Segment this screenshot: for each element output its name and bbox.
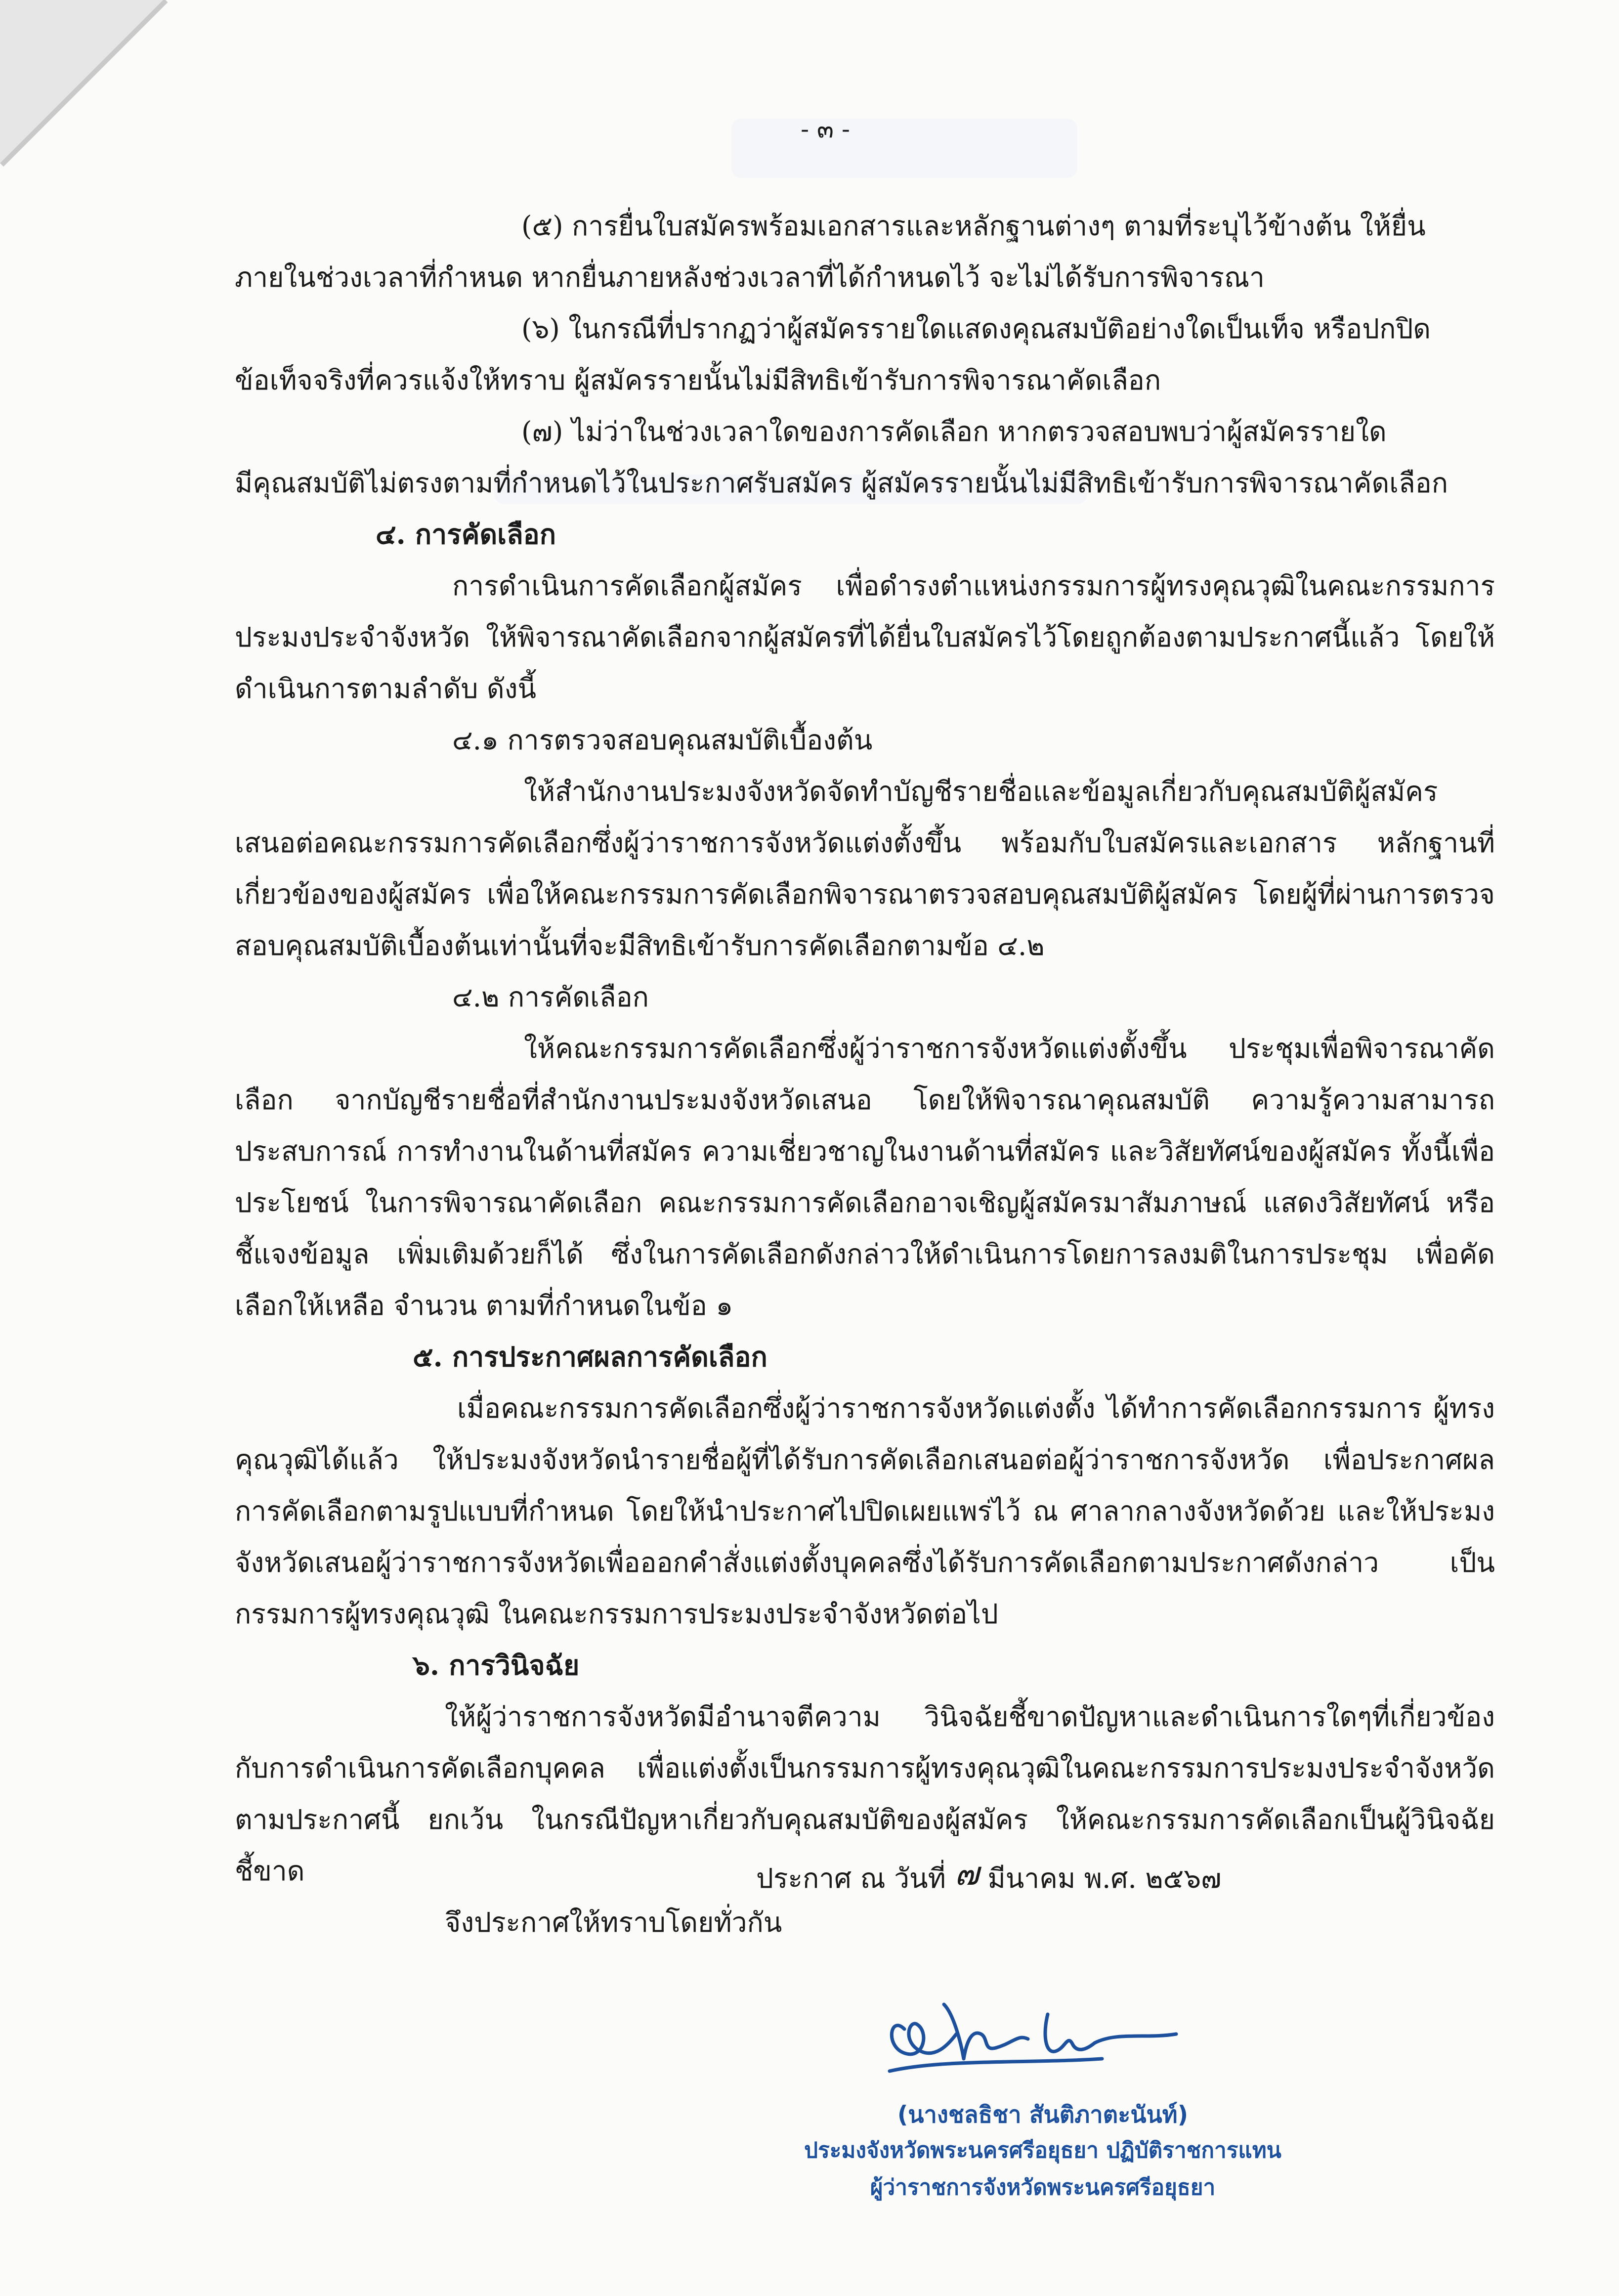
clause-6-line2: ข้อเท็จจริงที่ควรแจ้งให้ทราบ ผู้สมัครรายนั้นไม่มีสิทธิเข้ารับการพิจารณาคัดเลือก bbox=[235, 364, 1161, 396]
section-4-2-text: ให้คณะกรรมการคัดเลือกซึ่งผู้ว่าราชการจังหวัดแต่งตั้งขึ้น ประชุมเพื่อพิจารณาคัดเลือก จากบัญชีรายชื่อที่สำนักงานประมงจังหวัดเสนอ โดยให้พิจารณาคุณสมบัติ ความรู้ความสามารถ ประสบการณ์ การทำงานในด้านที่สมัคร ความเชี่ยวชาญในงานด้านที่สมัคร และวิสัยทัศน์ของผู้สมัคร ทั้งนี้เพื่อประโยชน์ ในการพิจารณาคัดเลือก คณะกรรมการคัดเลือกอาจเชิญผู้สมัครมาสัมภาษณ์ แสดงวิสัยทัศน์ หรือชี้แจงข้อมูล เพิ่มเติมด้วยก็ได้ ซึ่งในการคัดเลือกดังกล่าวให้ดำเนินการโดยการลงมติในการประชุม เพื่อคัดเลือกให้เหลือ จำนวน ตามที่กำหนดในข้อ ๑ bbox=[235, 1033, 1495, 1321]
signatory-position-line1: ประมงจังหวัดพระนครศรีอยุธยา ปฏิบัติราชการแทน bbox=[804, 2138, 1281, 2163]
clause-7-line2: มีคุณสมบัติไม่ตรงตามที่กำหนดไว้ในประกาศรับสมัคร ผู้สมัครรายนั้นไม่มีสิทธิเข้ารับการพิจารณาคัดเลือก bbox=[235, 467, 1449, 499]
issued-date-line bbox=[756, 1851, 1349, 1904]
page-number: - ๓ - bbox=[801, 115, 850, 143]
clause-5-line2: ภายในช่วงเวลาที่กำหนด หากยื่นภายหลังช่วงเวลาที่ได้กำหนดไว้ จะไม่ได้รับการพิจารณา bbox=[235, 261, 1265, 293]
clause-6-line1: (๖) ในกรณีที่ปรากฏว่าผู้สมัครรายใดแสดงคุณสมบัติอย่างใดเป็นเท็จ หรือปกปิด bbox=[521, 313, 1431, 345]
document-body bbox=[235, 200, 1495, 1948]
section-6-text: ให้ผู้ว่าราชการจังหวัดมีอำนาจตีความ วินิจฉัยชี้ขาดปัญหาและดำเนินการใดๆที่เกี่ยวข้อง กับการดำเนินการคัดเลือกบุคคล เพื่อแต่งตั้งเป็นกรรมการผู้ทรงคุณวุฒิในคณะกรรมการประมงประจำจังหวัด ตามประกาศนี้ ยกเว้น ในกรณีปัญหาเกี่ยวกับคุณสมบัติของผู้สมัคร ให้คณะกรรมการคัดเลือกเป็นผู้วินิจฉัยชี้ขาด bbox=[235, 1701, 1495, 1887]
clause-7-line1: (๗) ไม่ว่าในช่วงเวลาใดของการคัดเลือก หากตรวจสอบพบว่าผู้สมัครรายใด bbox=[521, 416, 1387, 447]
issued-day-handwritten: ๗ bbox=[954, 1855, 979, 1893]
section-5-text: เมื่อคณะกรรมการคัดเลือกซึ่งผู้ว่าราชการจังหวัดแต่งตั้ง ได้ทำการคัดเลือกกรรมการ ผู้ทรงคุณวุฒิได้แล้ว ให้ประมงจังหวัดนำรายชื่อผู้ที่ได้รับการคัดเลือกเสนอต่อผู้ว่าราชการจังหวัด เพื่อประกาศผล การคัดเลือกตามรูปแบบที่กำหนด โดยให้นำประกาศไปปิดเผยแพร่ไว้ ณ ศาลากลางจังหวัดด้วย และให้ประมง จังหวัดเสนอผู้ว่าราชการจังหวัดเพื่อออกคำสั่งแต่งตั้งบุคคลซึ่งได้รับการคัดเลือกตามประกาศดังกล่าว เป็นกรรมการผู้ทรงคุณวุฒิ ในคณะกรรมการประมงประจำจังหวัดต่อไป bbox=[235, 1392, 1495, 1630]
section-4-1-text: ให้สำนักงานประมงจังหวัดจัดทำบัญชีรายชื่อและข้อมูลเกี่ยวกับคุณสมบัติผู้สมัคร เสนอต่อคณะกรรมการคัดเลือกซึ่งผู้ว่าราชการจังหวัดแต่งตั้งขึ้น พร้อมกับใบสมัครและเอกสาร หลักฐานที่เกี่ยวข้องของผู้สมัคร เพื่อให้คณะกรรมการคัดเลือกพิจารณาตรวจสอบคุณสมบัติผู้สมัคร โดยผู้ที่ผ่านการตรวจสอบคุณสมบัติเบื้องต้นเท่านั้นที่จะมีสิทธิเข้ารับการคัดเลือกตามข้อ ๔.๒ bbox=[235, 776, 1495, 961]
handwritten-signature bbox=[870, 1985, 1186, 2088]
issued-prefix: ประกาศ ณ วันที่ bbox=[756, 1863, 946, 1894]
issued-month-year: มีนาคม พ.ศ. ๒๕๖๗ bbox=[987, 1863, 1222, 1894]
section-6-heading: ๖. การวินิจฉัย bbox=[413, 1649, 580, 1681]
signatory-position-line2: ผู้ว่าราชการจังหวัดพระนครศรีอยุธยา bbox=[870, 2175, 1216, 2200]
section-4-2-heading: ๔.๒ การคัดเลือก bbox=[452, 981, 649, 1013]
clause-5-line1: (๕) การยื่นใบสมัครพร้อมเอกสารและหลักฐานต่างๆ ตามที่ระบุไว้ข้างต้น ให้ยื่น bbox=[521, 210, 1426, 242]
closing-statement: จึงประกาศให้ทราบโดยทั่วกัน bbox=[445, 1906, 782, 1938]
section-4-1-heading: ๔.๑ การตรวจสอบคุณสมบัติเบื้องต้น bbox=[452, 724, 873, 756]
signatory-name: (นางชลธิชา สันติภาตะนันท์) bbox=[897, 2101, 1189, 2128]
section-5-heading: ๕. การประกาศผลการคัดเลือก bbox=[413, 1341, 767, 1373]
section-4-text: การดำเนินการคัดเลือกผู้สมัคร เพื่อดำรงตำแหน่งกรรมการผู้ทรงคุณวุฒิในคณะกรรมการประมงประจำจังหวัด ให้พิจารณาคัดเลือกจากผู้สมัครที่ได้ยื่นใบสมัครไว้โดยถูกต้องตามประกาศนี้แล้ว โดยให้ดำเนินการตามลำดับ ดังนี้ bbox=[235, 570, 1495, 704]
section-4-heading: ๔. การคัดเลือก bbox=[376, 518, 556, 550]
